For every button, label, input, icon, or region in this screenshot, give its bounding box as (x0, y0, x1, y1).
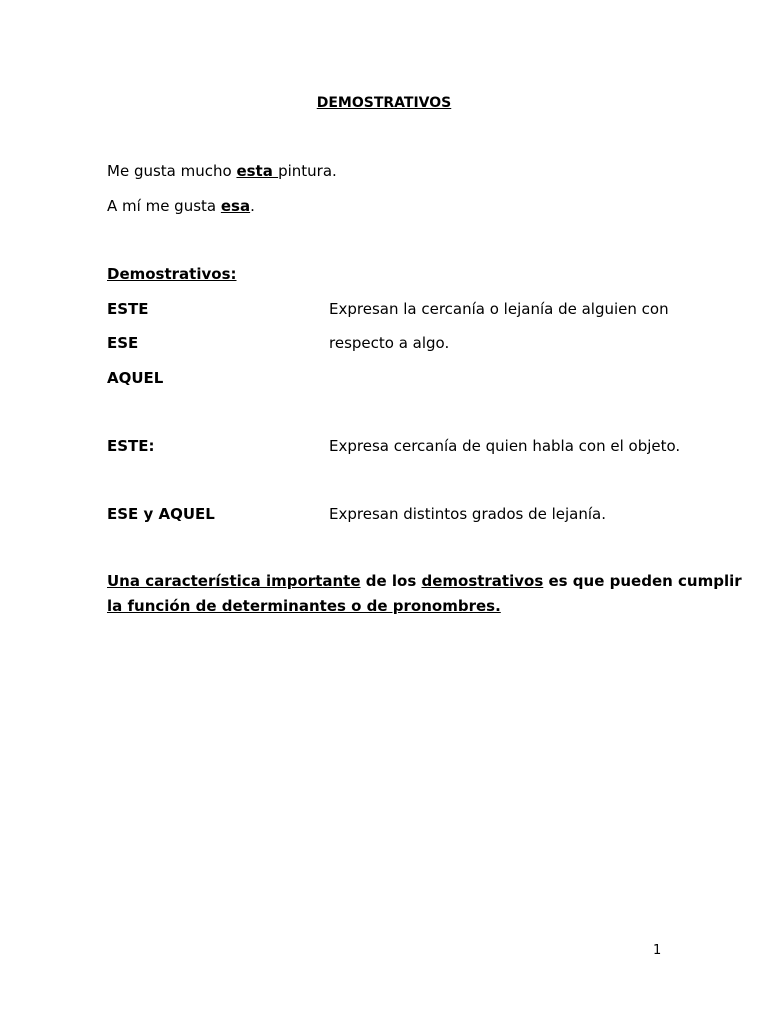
conclusion-phrase-demostrativos: demostrativos (421, 572, 544, 590)
conclusion-connector: de los (360, 572, 422, 590)
este-term: ESTE: (107, 437, 155, 455)
document-title: DEMOSTRATIVOS (316, 95, 452, 111)
list-item-aquel: AQUEL (107, 369, 164, 387)
conclusion-line-2: la función de determinantes o de pronombres. (107, 597, 501, 615)
example-sentence-1-end: pintura. (278, 162, 337, 180)
conclusion-phrase-cumplir: es que pueden cumplir (543, 572, 742, 590)
list-item-este: ESTE (107, 300, 149, 318)
conclusion-line-1 (107, 571, 742, 591)
example-sentence-1 (107, 161, 337, 181)
este-description: Expresa cercanía de quien habla con el objeto. (329, 437, 681, 455)
demonstrative-esa: esa (220, 197, 251, 215)
list-item-ese: ESE (107, 334, 139, 352)
example-sentence-2 (107, 196, 255, 216)
ese-aquel-description: Expresan distintos grados de lejanía. (329, 505, 606, 523)
example-sentence-2-start: A mí me gusta (107, 197, 221, 215)
example-sentence-2-end: . (250, 197, 255, 215)
ese-aquel-term: ESE y AQUEL (107, 505, 215, 523)
example-sentence-1-start: Me gusta mucho (107, 162, 237, 180)
demonstratives-description-line-1: Expresan la cercanía o lejanía de alguien con (329, 300, 669, 318)
demonstratives-heading: Demostrativos: (107, 265, 237, 283)
demonstrative-esta: esta (236, 162, 279, 180)
demonstratives-description-line-2: respecto a algo. (329, 334, 450, 352)
page-number: 1 (653, 943, 662, 958)
conclusion-phrase-caracteristica: Una característica importante (107, 572, 361, 590)
